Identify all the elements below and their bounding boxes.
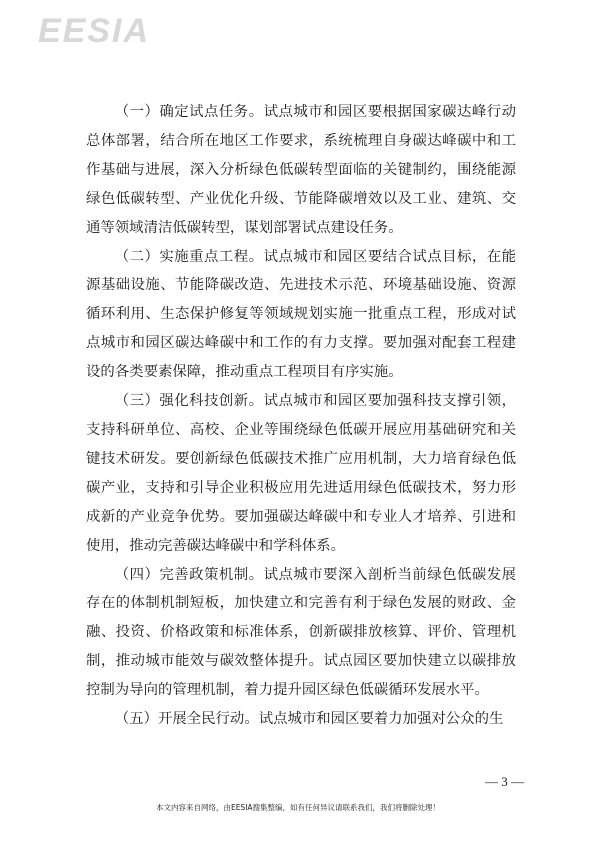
document-body (86, 98, 516, 734)
page-number: — 3 — (485, 774, 524, 789)
paragraph-projects: （二）实施重点工程。试点城市和园区要结合试点目标，在能源基础设施、节能降碳改造、先进技术示范、环境基础设施、资源循环利用、生态保护修复等领域规划实施一批重点工程，形成对试点城市和园区碳达峰碳中和工作的有力支撑。要加强对配套工程建设的各类要素保障，推动重点工程项目有序实施。 (86, 248, 516, 381)
paragraph-action: （五）开展全民行动。试点城市和园区要着力加强对公众的生 (114, 711, 504, 728)
paragraph-policy: （四）完善政策机制。试点城市要深入剖析当前绿色低碳发展存在的体制机制短板，加快建立和完善有利于绿色发展的财政、金融、投资、价格政策和标准体系，创新碳排放核算、评价、管理机制，推动城市能效与碳效整体提升。试点园区要加快建立以碳排放控制为导向的管理机制，着力提升园区绿色低碳循环发展水平。 (86, 566, 516, 699)
paragraph-task: （一）确定试点任务。试点城市和园区要根据国家碳达峰行动总体部署，结合所在地区工作要求，系统梳理自身碳达峰碳中和工作基础与进展，深入分析绿色低碳转型面临的关键制约，围绕能源绿色低碳转型、产业优化升级、节能降碳增效以及工业、建筑、交通等领域清洁低碳转型，谋划部署试点建设任务。 (86, 104, 516, 236)
eesia-logo: EESIA (38, 12, 151, 50)
paragraph-innovation: （三）强化科技创新。试点城市和园区要加强科技支撑引领，支持科研单位、高校、企业等围绕绿色低碳开展应用基础研究和关键技术研发。要创新绿色低碳技术推广应用机制，大力培育绿色低碳产业，支持和引导企业积极应用先进适用绿色低碳技术，努力形成新的产业竞争优势。要加强碳达峰碳中和专业人才培养、引进和使用，推动完善碳达峰碳中和学科体系。 (86, 393, 516, 554)
footer-disclaimer: 本文内容来自网络，由EESIA搜集整编，如有任何异议请联系我们，我们将删除处理！ (155, 803, 441, 812)
